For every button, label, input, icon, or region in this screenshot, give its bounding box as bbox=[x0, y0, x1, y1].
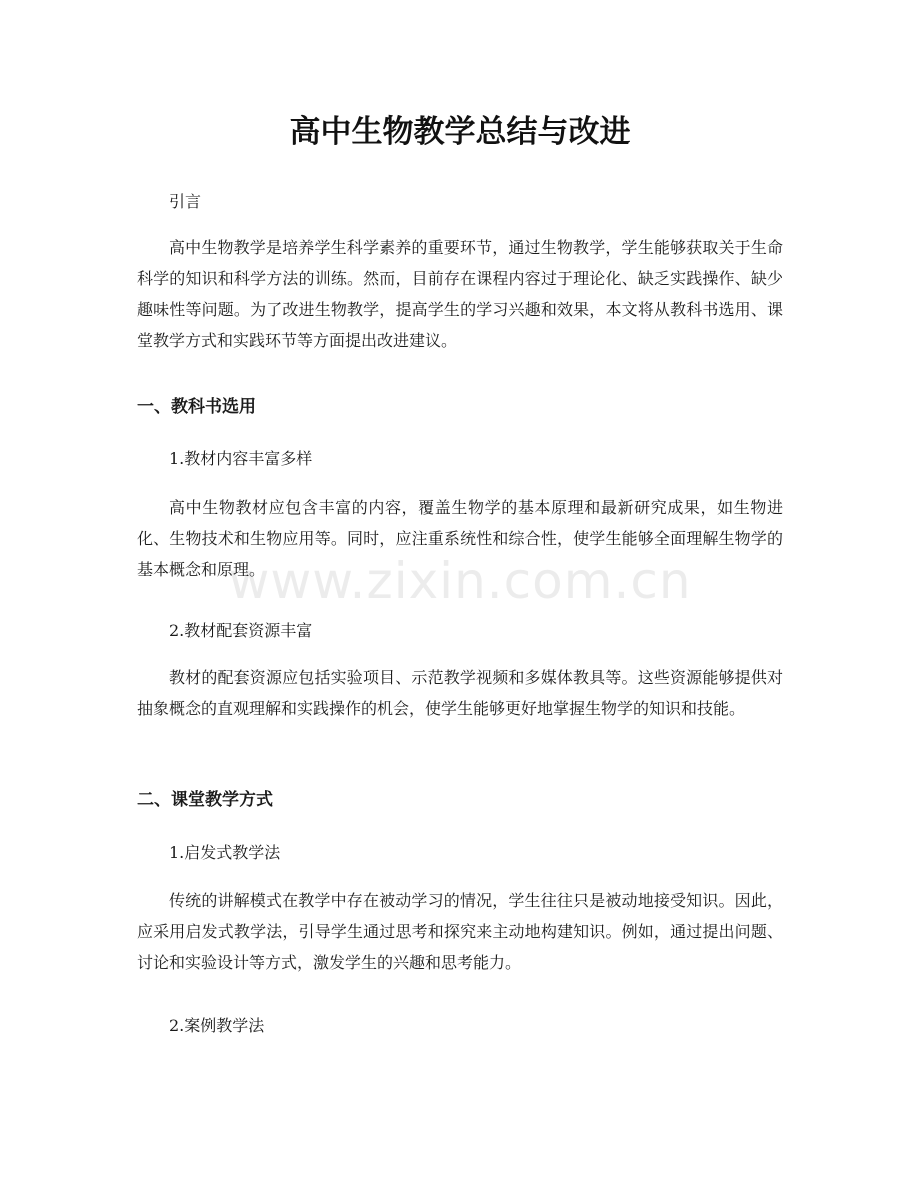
section-2-sub-1-text: 传统的讲解模式在教学中存在被动学习的情况，学生往往只是被动地接受知识。因此，应采用启发式教学法，引导学生通过思考和探究来主动地构建知识。例如，通过提出问题、讨论和实验设计等方式，激发学生的兴趣和思考能力。 bbox=[137, 891, 783, 972]
intro-paragraph: 高中生物教学是培养学生科学素养的重要环节，通过生物教学，学生能够获取关于生命科学的知识和科学方法的训练。然而，目前存在课程内容过于理论化、缺乏实践操作、缺少趣味性等问题。为了改进生物教学，提高学生的学习兴趣和效果，本文将从教科书选用、课堂教学方式和实践环节等方面提出改进建议。 bbox=[137, 238, 783, 350]
intro-label: 引言 bbox=[169, 192, 202, 211]
document-title: 高中生物教学总结与改进 bbox=[289, 114, 631, 150]
section-2-sub-2-title: 2.案例教学法 bbox=[169, 1016, 265, 1035]
section-1-sub-2-title: 2.教材配套资源丰富 bbox=[169, 621, 313, 640]
section-2-heading: 二、课堂教学方式 bbox=[137, 790, 273, 810]
section-1-sub-1-text: 高中生物教材应包含丰富的内容，覆盖生物学的基本原理和最新研究成果，如生物进化、生物技术和生物应用等。同时，应注重系统性和综合性，使学生能够全面理解生物学的基本概念和原理。 bbox=[137, 498, 783, 579]
section-1-sub-1-title: 1.教材内容丰富多样 bbox=[169, 449, 313, 468]
section-1-sub-2-text: 教材的配套资源应包括实验项目、示范教学视频和多媒体教具等。这些资源能够提供对抽象概念的直观理解和实践操作的机会，使学生能够更好地掌握生物学的知识和技能。 bbox=[137, 668, 783, 718]
section-2-sub-1-title: 1.启发式教学法 bbox=[169, 843, 281, 862]
section-1-heading: 一、教科书选用 bbox=[137, 397, 256, 417]
watermark: www.zixin.com.cn bbox=[228, 552, 692, 610]
